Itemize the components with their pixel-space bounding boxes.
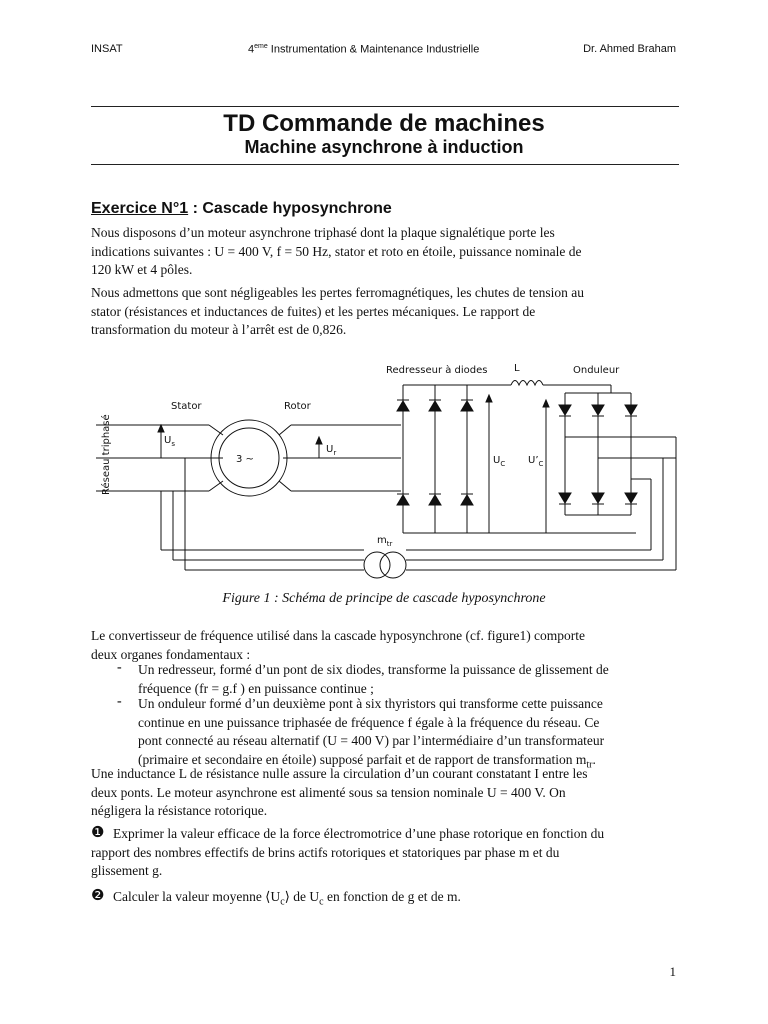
p1-line3: 120 kW et 4 pôles.: [91, 262, 193, 278]
p3-line3: négligera la résistance rotorique.: [91, 803, 268, 819]
header-institution: INSAT: [91, 43, 123, 55]
b2-sub: tr: [586, 759, 593, 771]
p3-line2: deux ponts. Le moteur asynchrone est alimenté sous sa tension nominale U = 400 V. On: [91, 784, 566, 800]
paragraph-converter-intro: [91, 627, 677, 664]
b2-line1: Un onduleur formé d’un deuxième pont à six thyristors qui transforme cette puissance: [138, 696, 603, 711]
label-mtr: $m_{tr}$: [377, 535, 393, 548]
figure-cascade-diagram: [91, 355, 691, 590]
intro-line2: deux organes fondamentaux :: [91, 646, 251, 662]
b2-line2: continue en une puissance triphasée de fréquence f égale à la fréquence du réseau. Ce: [138, 714, 600, 730]
title-rule-bottom: [91, 164, 679, 165]
b2-line4: (primaire et secondaire en étoile) supposé parfait et de rapport de transformation m: [138, 751, 587, 767]
header-course-name: Instrumentation & Maintenance Industrielle: [267, 43, 480, 56]
p2-line3: transformation du moteur à l’arrêt est de 0,826.: [91, 322, 347, 338]
transformer-primary: [364, 552, 390, 578]
inductance-coil: [511, 381, 543, 386]
header-course-level: 4: [248, 43, 255, 56]
bullet-dash-1: -: [117, 660, 122, 675]
label-rotor: Rotor: [284, 401, 311, 412]
label-us: $U_s$: [164, 435, 175, 448]
label-ur: $U_r$: [326, 444, 337, 457]
question-2: [113, 888, 673, 912]
page-subtitle: Machine asynchrone à induction: [244, 137, 524, 157]
question-2-icon: ❷: [91, 888, 105, 904]
p1-line1: Nous disposons d’un moteur asynchrone triphasé dont la plaque signalétique porte les: [91, 225, 555, 240]
p2-line2: stator (résistances et inductances de fuites) et les pertes mécaniques. Le rapport de: [91, 303, 536, 319]
page-title: TD Commande de machines: [223, 110, 545, 137]
b1-line1: Un redresseur, formé d’un pont de six diodes, transforme la puissance de glissement de: [138, 662, 609, 677]
bullet-onduleur: Un onduleur formé d’un deuxième pont à six thyristors qui transforme cette puissance continue en une puissance triphasée de fréquence f égale à la fréquence du réseau. Ce pont connecté au réseau alternatif (U = 400 V) par l’intermédiaire d’un transformateur (primaire et secondaire en étoile) supposé parfait et de rapport de transformation $m_{tr}$.: [138, 696, 605, 771]
exercise-title: : Cascade hyposynchrone: [188, 200, 392, 217]
header-author: Dr. Ahmed Braham: [583, 43, 676, 55]
label-stator: Stator: [171, 401, 202, 412]
intro-line1: Le convertisseur de fréquence utilisé dans la cascade hyposynchrone (cf. figure1) comporte: [91, 628, 586, 643]
label-inductance: L: [514, 363, 520, 374]
question-1: [91, 825, 677, 881]
label-redresseur: Redresseur à diodes: [386, 365, 488, 376]
label-uc: $U_C$: [493, 455, 506, 468]
question-1-icon: ❶: [91, 825, 105, 841]
label-reseau: Réseau triphasé: [101, 414, 112, 495]
page-number: 1: [669, 964, 676, 979]
exercise-number: Exercice N°1: [91, 200, 189, 217]
q2-part3: en fonction de g et de m.: [323, 889, 461, 904]
q1-line3: glissement g.: [91, 863, 163, 879]
thyristor-bridge: [559, 393, 637, 515]
p2-line1: Nous admettons que sont négligeables les pertes ferromagnétiques, les chutes de tension au: [91, 285, 584, 300]
transformer-secondary: [380, 552, 406, 578]
figure-caption: Figure 1 : Schéma de principe de cascade hyposynchrone: [222, 591, 546, 606]
header-course: [248, 43, 479, 56]
b1-line2: fréquence (fr = g.f ) en puissance continue ;: [138, 680, 374, 696]
paragraph-assumptions: [91, 284, 677, 340]
label-upc: $U’_C$: [528, 455, 544, 468]
b2-line3: pont connecté au réseau alternatif (U = 400 V) par l’intermédiaire d’un transformateur: [138, 733, 605, 749]
paragraph-inductance: [91, 765, 677, 821]
diode-bridge: [397, 385, 473, 533]
q2-sub1: c: [280, 896, 285, 908]
q2-part2: ⟩ de U: [284, 889, 320, 904]
p1-line2: indications suivantes : U = 400 V, f = 50 Hz, stator et roto en étoile, puissance nominale de: [91, 243, 582, 259]
exercise-heading: [91, 200, 392, 218]
header-course-sup: eme: [254, 43, 268, 50]
label-onduleur: Onduleur: [573, 365, 620, 376]
title-rule-top: [91, 106, 679, 107]
q1-line1: Exprimer la valeur efficace de la force électromotrice d’une phase rotorique en fonction du: [113, 826, 605, 841]
label-motor: 3 ~: [236, 454, 254, 465]
bullet-dash-2: -: [117, 694, 122, 709]
paragraph-motor-specs: [91, 224, 677, 280]
q2-part1: Calculer la valeur moyenne ⟨U: [113, 889, 281, 904]
q1-line2: rapport des nombres effectifs de brins actifs rotoriques et statoriques par phase m et du: [91, 844, 560, 860]
q2-sub2: c: [319, 896, 324, 908]
bullet-redresseur: [138, 661, 678, 698]
p3-line1: Une inductance L de résistance nulle assure la circulation d’un courant constatant I entre les: [91, 766, 588, 781]
